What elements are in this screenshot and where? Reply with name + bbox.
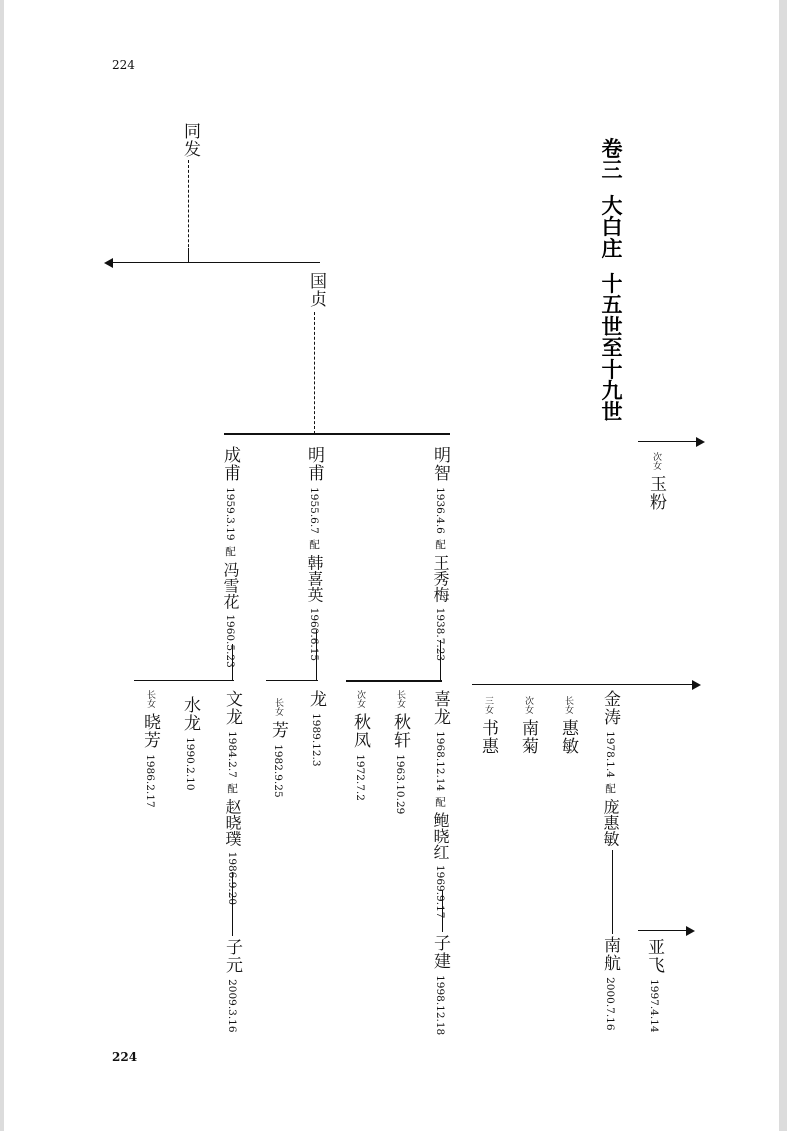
- chapter-title: [592, 138, 632, 423]
- entry-nanhang: 南航 2000.7.16: [600, 936, 620, 1031]
- entry-wenlong: 文龙 1984.2.7 配 赵晓璞 1986.9.20: [222, 690, 242, 906]
- connector: [188, 248, 189, 262]
- connector: [232, 644, 233, 680]
- page-number-bottom: 224: [112, 1050, 138, 1064]
- entry-yufen: 次女 玉粉: [646, 452, 666, 512]
- connector: [316, 630, 317, 680]
- arrow-right-icon: [686, 926, 695, 936]
- entry-qiuxuan: 长女 秋轩 1963.10.29: [390, 690, 410, 815]
- entry-jintao: 金涛 1978.1.4 配 庞惠敏: [600, 690, 620, 847]
- arrow-right-icon: [696, 437, 705, 447]
- page: [4, 0, 779, 1131]
- title-volume: 卷三: [601, 136, 623, 183]
- entry-chengfu: 成甫 1959.3.19 配 冯雪花 1960.5.23: [220, 446, 240, 668]
- sibling-line: [346, 680, 442, 682]
- sibling-line: [224, 433, 450, 435]
- entry-shuhui: 三女 书惠: [478, 696, 498, 756]
- branch-line: [112, 262, 320, 263]
- page-number-top: 224: [112, 58, 135, 72]
- entry-yafei: 亚飞 1997.4.14: [644, 938, 664, 1033]
- arrow-left-icon: [104, 258, 113, 268]
- dashed-connector: [188, 160, 189, 262]
- connector: [440, 640, 441, 680]
- entry-shuilong: 水龙 1990.2.10: [180, 696, 200, 791]
- entry-nanju: 次女 南菊: [518, 696, 538, 756]
- entry-huimin: 长女 惠敏: [558, 696, 578, 756]
- entry-xiaofang: 长女 晓芳 1986.2.17: [140, 690, 160, 808]
- connector: [612, 850, 613, 934]
- entry-ziyuan: 子元 2009.3.16: [222, 938, 242, 1033]
- person-guozhen: 国贞: [306, 272, 326, 308]
- title-village: 大白庄: [601, 192, 623, 261]
- entry-mingfu: 明甫 1955.6.7 配 韩喜英 1960.6.15: [304, 446, 324, 662]
- branch-line: [472, 684, 694, 685]
- entry-xilong: 喜龙 1968.12.14 配 鲍晓红 1969.9.17: [430, 690, 450, 919]
- arrow-right-icon: [692, 680, 701, 690]
- branch-line: [638, 441, 698, 442]
- sibling-line: [134, 680, 234, 681]
- person-tongfa: 同发: [180, 122, 200, 158]
- dashed-connector: [314, 312, 315, 434]
- title-generations: 十五世至十九世: [601, 271, 623, 425]
- entry-long: 龙 1989.12.3: [306, 690, 326, 767]
- connector: [442, 890, 443, 932]
- entry-qiufeng: 次女 秋凤 1972.7.2: [350, 690, 370, 801]
- entry-zijian: 子建 1998.12.18: [430, 934, 450, 1036]
- branch-line: [638, 930, 688, 931]
- connector: [232, 872, 233, 936]
- entry-mingzhi: 明智 1936.4.6 配 王秀梅 1938.7.23: [430, 446, 450, 662]
- entry-fang: 长女 芳 1982.9.25: [268, 698, 288, 798]
- sibling-line: [266, 680, 318, 681]
